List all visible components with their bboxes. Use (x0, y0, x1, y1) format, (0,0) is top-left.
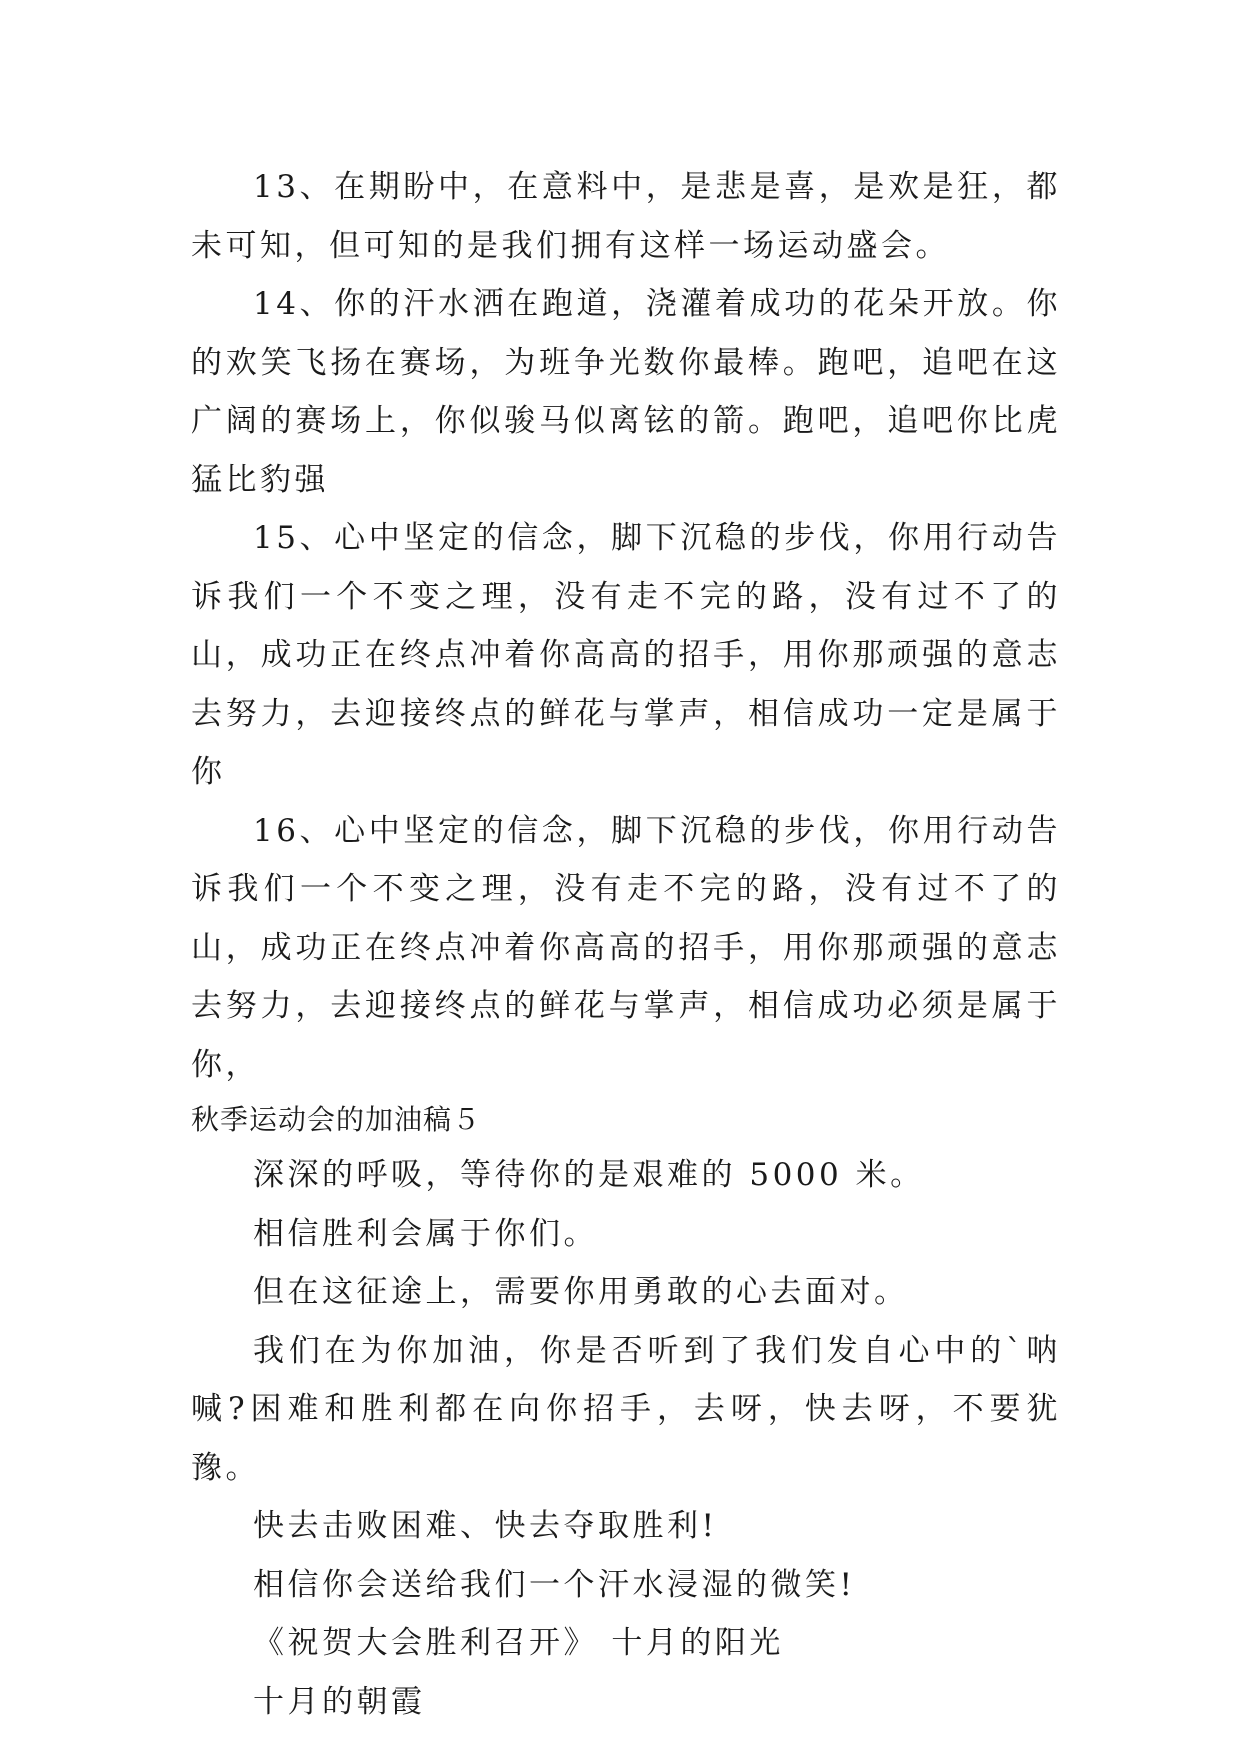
section-title: 秋季运动会的加油稿５ (191, 1103, 482, 1136)
document-body (191, 158, 1061, 1731)
section-paragraph: 我们在为你加油，你是否听到了我们发自心中的`呐喊?困难和胜利都在向你招手，去呀，快去呀，不要犹豫。 (191, 1332, 1061, 1486)
section-paragraph: 相信你会送给我们一个汗水浸湿的微笑! (253, 1566, 856, 1603)
section-paragraph: 相信胜利会属于你们。 (253, 1215, 598, 1252)
section-paragraph: 《祝贺大会胜利召开》 十月的阳光 (253, 1625, 784, 1661)
paragraph-15: 15、心中坚定的信念，脚下沉稳的步伐，你用行动告诉我们一个不变之理，没有走不完的路，没有过不了的山，成功正在终点冲着你高高的招手，用你那顽强的意志去努力，去迎接终点的鲜花与掌声，相信成功一定是属于你 (191, 520, 1061, 790)
paragraph-16: 16、心中坚定的信念，脚下沉稳的步伐，你用行动告诉我们一个不变之理，没有走不完的路，没有过不了的山，成功正在终点冲着你高高的招手，用你那顽强的意志去努力，去迎接终点的鲜花与掌声，相信成功必须是属于你， (191, 812, 1061, 1083)
section-paragraph: 深深的呼吸，等待你的是艰难的 5000 米。 (253, 1157, 925, 1193)
paragraph-13: 13、在期盼中，在意料中，是悲是喜，是欢是狂，都未可知，但可知的是我们拥有这样一场运动盛会。 (191, 169, 1061, 264)
section-paragraph: 十月的朝霞 (253, 1683, 426, 1720)
paragraph-14: 14、你的汗水洒在跑道，浇灌着成功的花朵开放。你的欢笑飞扬在赛场，为班争光数你最棒。跑吧，追吧在这广阔的赛场上，你似骏马似离铉的箭。跑吧，追吧你比虎猛比豹强 (191, 286, 1061, 498)
section-paragraph: 但在这征途上，需要你用勇敢的心去面对。 (253, 1274, 909, 1310)
section-paragraph: 快去击败困难、快去夺取胜利! (253, 1508, 718, 1544)
